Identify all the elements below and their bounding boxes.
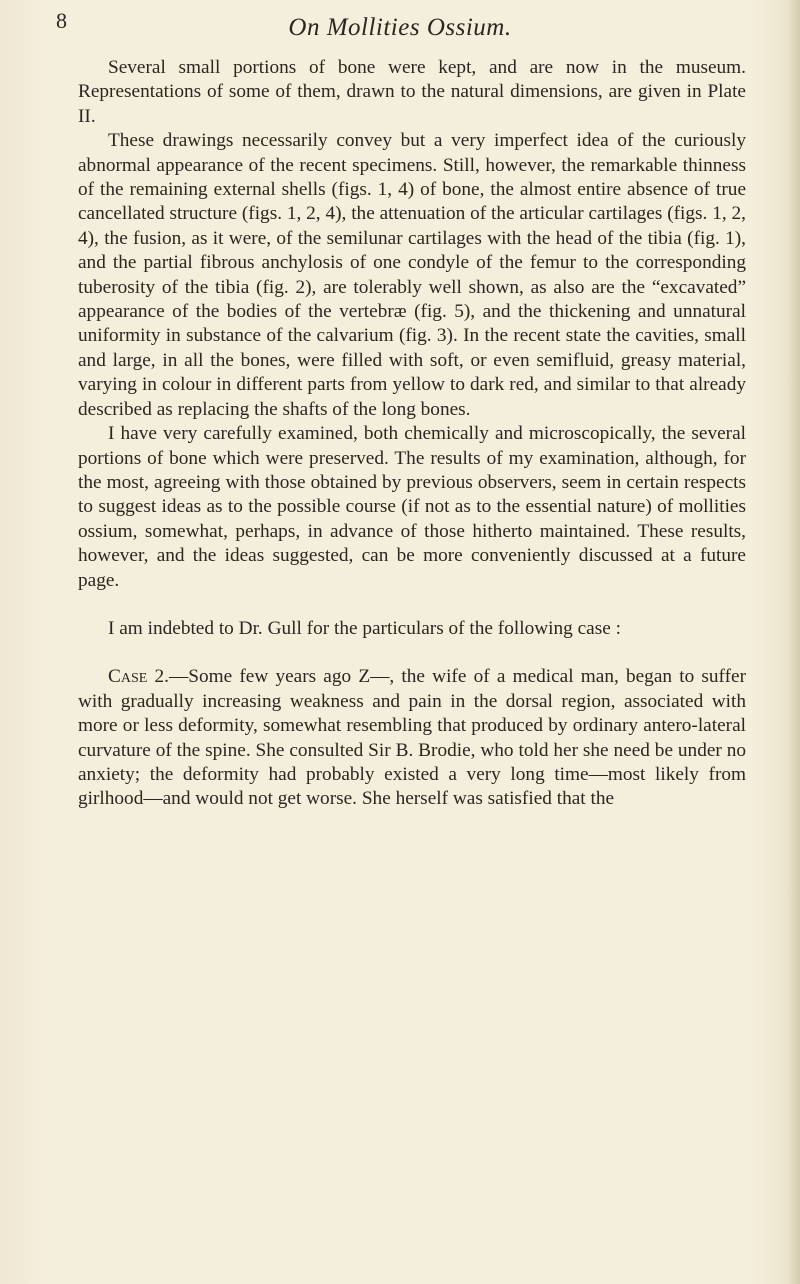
- paragraph-examination: I have very carefully examined, both chemically and microscopically, the several portions of bone which were preserved. The results of my examination, although, for the most, agreeing with those obtained by previous observers, seem in certain respects to suggest ideas as to the possible course (if not as to the essential nature) of mollities ossium, somewhat, perhaps, in advance of those hitherto maintained. These results, however, and the ideas suggested, can be more conveniently discussed at a future page.: [78, 423, 746, 591]
- body-text: [78, 56, 746, 812]
- paragraph-indebted: I am indebted to Dr. Gull for the particulars of the following case :: [108, 617, 621, 639]
- page-number: 8: [56, 8, 67, 33]
- case-2-text: —Some few years ago Z—, the wife of a medical man, began to suffer with gradually increasing weakness and pain in the dorsal region, associated with more or less deformity, somewhat resembling that produced by ordinary antero-lateral curvature of the spine. She consulted Sir B. Brodie, who told her she need be under no anxiety; the deformity had probably existed a very long time—most likely from girlhood—and would not get worse. She herself was satisfied that the: [78, 666, 747, 810]
- page-edge-shadow: [786, 0, 800, 1284]
- running-title: On Mollities Ossium.: [288, 14, 512, 41]
- case-label: Case 2.: [108, 666, 169, 688]
- paragraph-museum-portions: Several small portions of bone were kept, and are now in the museum. Representations of some of them, drawn to the natural dimensions, are given in Plate II.: [78, 57, 746, 127]
- page-header: [0, 8, 800, 48]
- paragraph-case-2: [78, 665, 746, 811]
- paragraph-drawings: These drawings necessarily convey but a very imperfect idea of the curiously abnormal appearance of the recent specimens. Still, however, the remarkable thinness of the remaining external shells (figs. 1, 4) of bone, the almost entire absence of true cancellated structure (figs. 1, 2, 4), the attenuation of the articular cartilages (figs. 1, 2, 4), the fusion, as it were, of the semilunar cartilages with the head of the tibia (fig. 1), and the partial fibrous anchylosis of one condyle of the femur to the corresponding tuberosity of the tibia (fig. 2), are tolerably well shown, as also are the “excavated” appearance of the bodies of the vertebræ (fig. 5), and the thickening and unnatural uniformity in substance of the calvarium (fig. 3). In the recent state the cavities, small and large, in all the bones, were filled with soft, or even semifluid, greasy material, varying in colour in different parts from yellow to dark red, and similar to that already described as replacing the shafts of the long bones.: [78, 130, 746, 420]
